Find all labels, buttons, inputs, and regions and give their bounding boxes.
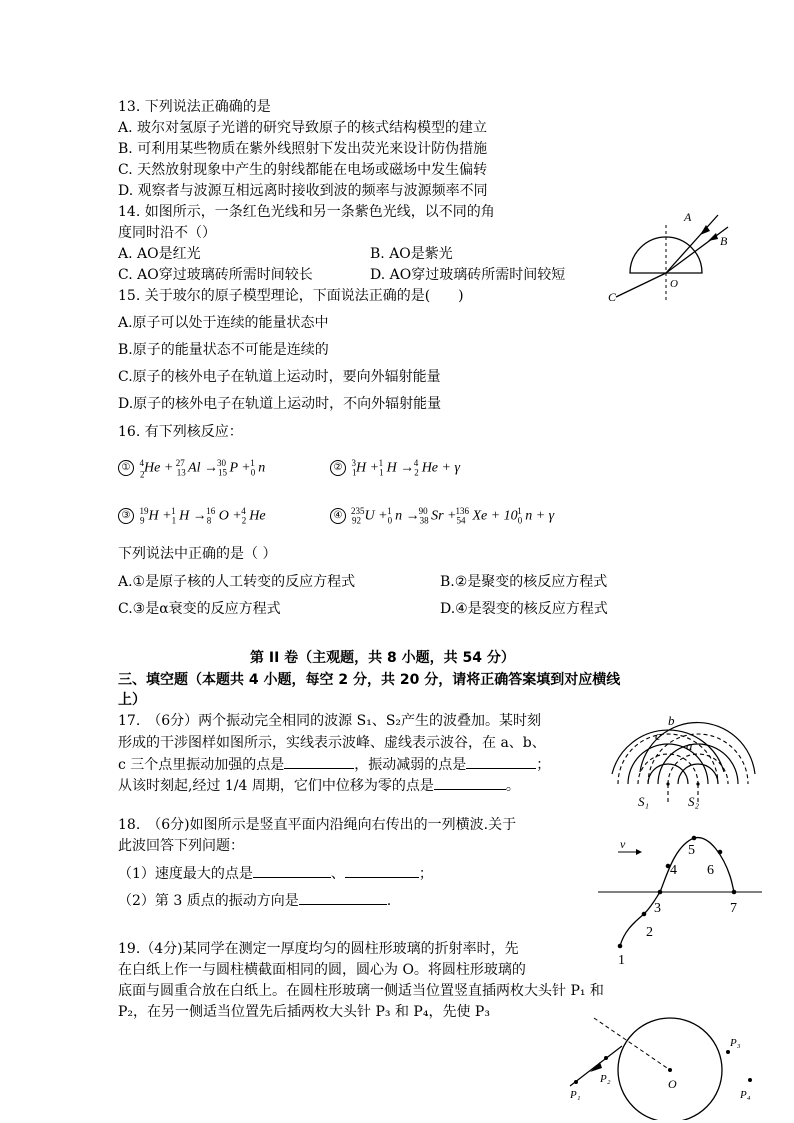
q14-option-a: A. AO是红光 xyxy=(118,246,201,262)
q13-option-d: D. 观察者与波源互相远离时接收到波的频率与波源频率不同 xyxy=(118,183,488,199)
q18-answer-1a[interactable] xyxy=(253,863,331,878)
q18-wave-figure xyxy=(590,828,770,970)
q15-option-a: A.原子可以处于连续的能量状态中 xyxy=(118,315,329,331)
q16-question: 下列说法中正确的是（ ） xyxy=(118,546,277,562)
q17-interference-figure xyxy=(610,712,775,812)
q16-marker-2: ② xyxy=(330,460,346,476)
q17-label-s2: S₂ xyxy=(688,794,700,809)
q15-option-c: C.原子的核外电子在轨道上运动时，要向外辐射能量 xyxy=(118,369,441,385)
q16-option-c: C.③是α衰变的反应方程式 xyxy=(118,601,281,617)
section-2-title: 第 II 卷（主观题，共 8 小题，共 54 分） xyxy=(250,650,515,666)
q19-label-p2: P₂ xyxy=(600,1073,611,1085)
q13-stem: 13. 下列说法正确确的是 xyxy=(118,99,271,115)
q17-line3-a: c 三个点里振动加强的点是 xyxy=(118,757,285,773)
q14-stem-line2: 度同时沿不（） xyxy=(118,225,216,241)
q14-label-c: C xyxy=(608,290,617,304)
q19-label-p1: P₁ xyxy=(570,1089,581,1101)
q14-label-o: O xyxy=(670,278,678,290)
q17-answer-strengthened[interactable] xyxy=(284,754,354,769)
q14-label-b: B xyxy=(720,234,728,248)
q14-option-c: C. AO穿过玻璃砖所需时间较长 xyxy=(118,267,313,283)
q17-line3-c: ； xyxy=(536,757,551,773)
q18-sub1 xyxy=(118,863,433,884)
q17-line2: 形成的干涉图样如图所示，实线表示波峰、虚线表示波谷，在 a、b、 xyxy=(118,735,546,751)
q16-reaction-3: ③ $_9^{19}H +_1^1$ $H \to_8^{16}$ $O +_2^4$ He xyxy=(118,506,266,525)
q19-label-o: O xyxy=(668,1077,677,1091)
q18-label-6: 6 xyxy=(707,863,714,878)
q13-option-a: A. 玻尔对氢原子光谱的研究导致原子的核式结构模型的建立 xyxy=(118,120,488,136)
q18-line2: 此波回答下列问题： xyxy=(118,838,244,854)
q17-answer-zero-displacement[interactable] xyxy=(434,775,506,790)
q18-sub2 xyxy=(118,890,391,911)
q15-option-d: D.原子的核外电子在轨道上运动时，不向外辐射能量 xyxy=(118,396,442,412)
q17-label-s1: S₁ xyxy=(638,794,650,809)
q16-stem: 16. 有下列核反应： xyxy=(118,424,243,440)
q18-sub1-a: （1）速度最大的点是 xyxy=(118,866,253,882)
q16-reaction-2: ② $_1^3H +_1^1$ $H \to_2^4$ He + γ xyxy=(330,458,460,477)
q17-line1: 17. （6分）两个振动完全相同的波源 S₁、S₂产生的波叠加。某时刻 xyxy=(118,713,542,729)
q17-line4 xyxy=(118,775,520,796)
q19-label-p4: P₄ xyxy=(740,1089,751,1101)
q19-label-p3: P₃ xyxy=(730,1037,741,1049)
q18-answer-2[interactable] xyxy=(299,890,387,905)
q15-option-b: B.原子的能量状态不可能是连续的 xyxy=(118,342,329,358)
q18-label-3: 3 xyxy=(654,901,661,916)
q17-label-b: b xyxy=(668,713,675,728)
q17-answer-weakened[interactable] xyxy=(466,754,536,769)
q18-label-2: 2 xyxy=(646,925,653,940)
q17-line3 xyxy=(118,754,550,775)
q16-marker-4: ④ xyxy=(330,508,346,524)
q19-glass-figure xyxy=(560,1012,770,1120)
part-3-heading-line1: 三、填空题（本题共 4 小题，每空 2 分，共 20 分，请将正确答案填到对应横线 xyxy=(118,672,621,688)
q16-option-a: A.①是原子核的人工转变的反应方程式 xyxy=(118,574,356,590)
q13-option-b: B. 可利用某些物质在紫外线照射下发出荧光来设计防伪措施 xyxy=(118,141,488,157)
q19-line1: 19.（4分)某同学在测定一厚度均匀的圆柱形玻璃的折射率时，先 xyxy=(118,941,519,957)
q19-line3: 底面与圆重合放在白纸上。在圆柱形玻璃一侧适当位置竖直插两枚大头针 P₁ 和 xyxy=(118,983,604,999)
q16-option-b: B.②是聚变的核反应方程式 xyxy=(440,574,608,590)
q18-label-1: 1 xyxy=(618,953,625,968)
q16-reaction-4: ④ $_{92}^{235}U +_0^1$ $n \to_{38}^{90}$ $Sr +_{54}^{136}$ $Xe + 10_0^1$ n + γ xyxy=(330,506,554,525)
q19-line4: P₂，在另一侧适当位置先后插两枚大头针 P₃ 和 P₄，先使 P₃ xyxy=(118,1004,490,1020)
q18-label-5: 5 xyxy=(688,843,695,858)
q16-marker-1: ① xyxy=(118,460,134,476)
q16-marker-3: ③ xyxy=(118,508,134,524)
q18-label-4: 4 xyxy=(670,863,677,878)
q18-sub1-c: ； xyxy=(418,866,433,882)
q18-label-7: 7 xyxy=(730,901,737,916)
q17-line4-a: 从该时刻起,经过 1/4 周期，它们中位移为零的点是 xyxy=(118,778,434,794)
q19-line2: 在白纸上作一与圆柱横截面相同的圆，圆心为 O。将圆柱形玻璃的 xyxy=(118,962,526,978)
part-3-heading-line2: 上） xyxy=(118,692,146,708)
q18-answer-1b[interactable] xyxy=(345,863,419,878)
q16-reaction-1: $①_2^4He + _{13}^{27}$ $Al \to_{15}^{30}$ $P +_0^1$ n xyxy=(118,458,265,480)
q15-stem: 15. 关于玻尔的原子模型理论，下面说法正确的是( ) xyxy=(118,288,464,304)
q14-option-d: D. AO穿过玻璃砖所需时间较短 xyxy=(370,267,566,283)
q17-label-c: c xyxy=(655,728,661,743)
q17-label-a: a xyxy=(686,738,693,753)
q14-stem-line1: 14. 如图所示，一条红色光线和另一条紫色光线，以不同的角 xyxy=(118,204,495,220)
q16-option-d: D.④是裂变的核反应方程式 xyxy=(440,601,608,617)
q18-label-v: v xyxy=(620,837,626,851)
q14-label-a: A xyxy=(684,210,692,224)
q18-sub2-a: （2）第 3 质点的振动方向是 xyxy=(118,893,299,909)
q13-option-c: C. 天然放射现象中产生的射线都能在电场或磁场中发生偏转 xyxy=(118,162,488,178)
q14-semicircle-figure xyxy=(600,205,770,310)
q18-line1: 18. （6分)如图所示是竖直平面内沿绳向右传出的一列横波.关于 xyxy=(118,817,517,833)
q17-line3-b: ，振动减弱的点是 xyxy=(354,757,467,773)
q14-option-b: B. AO是紫光 xyxy=(370,246,453,262)
q18-sub2-b: . xyxy=(386,893,392,909)
q18-sub1-b: 、 xyxy=(330,866,345,882)
q17-line4-b: 。 xyxy=(505,778,520,794)
